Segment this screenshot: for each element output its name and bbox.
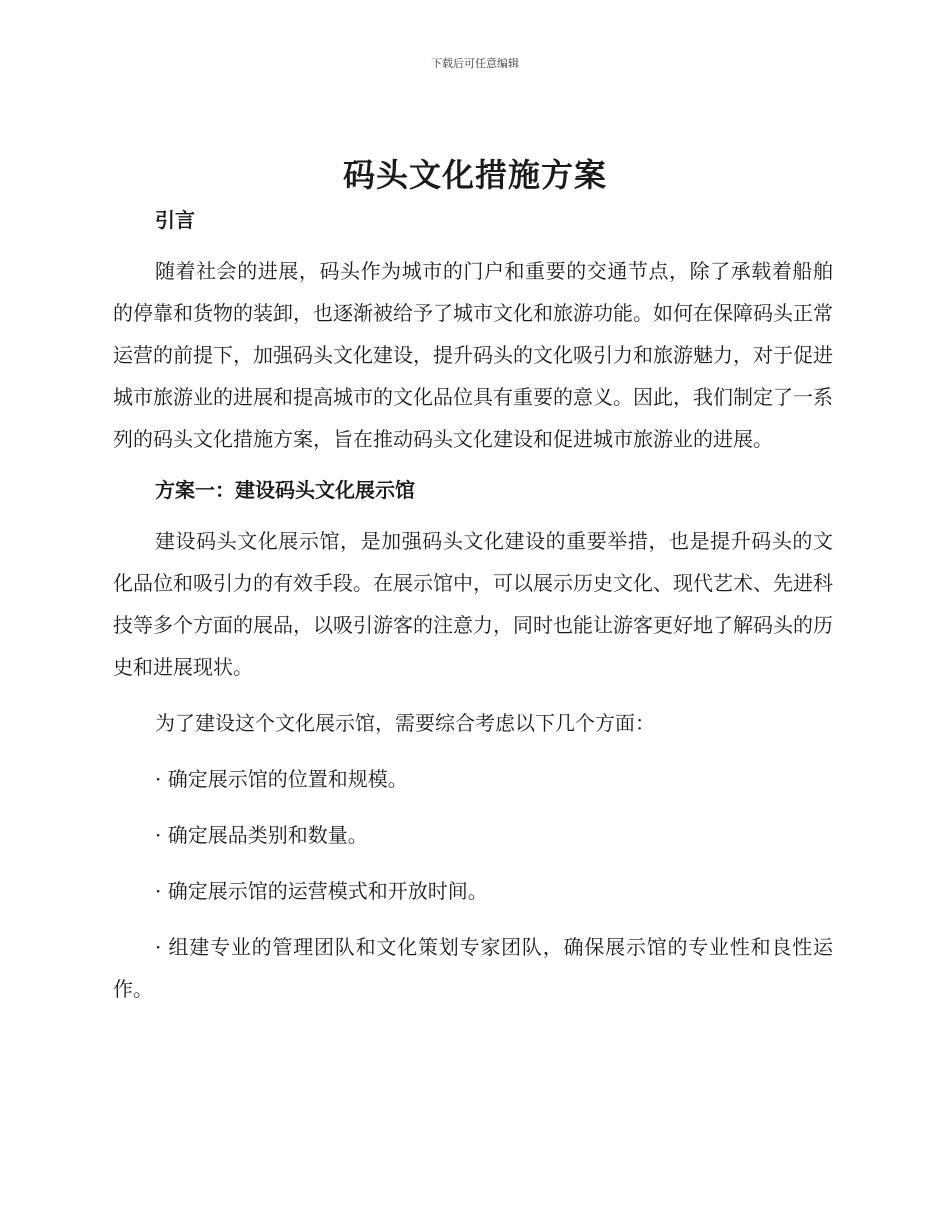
header-note: 下载后可任意编辑 [431, 57, 519, 70]
list-item: · 确定展示馆的运营模式和开放时间。 [155, 879, 488, 903]
plan1-list-intro: 为了建设这个文化展示馆，需要综合考虑以下几个方面： [155, 711, 655, 735]
document-title: 码头文化措施方案 [342, 156, 607, 194]
plan1-paragraph: 建设码头文化展示馆，是加强码头文化建设的重要举措，也是提升码头的文化品位和吸引力的有效手段。在展示馆中，可以展示历史文化、现代艺术、先进科技等多个方面的展品，以吸引游客的注意力，同时也能让游客更好地了解码头的历史和进展现状。 [113, 529, 833, 679]
list-item: · 确定展示馆的位置和规模。 [155, 767, 408, 791]
intro-paragraph: 随着社会的进展，码头作为城市的门户和重要的交通节点，除了承载着船舶的停靠和货物的装卸，也逐渐被给予了城市文化和旅游功能。如何在保障码头正常运营的前提下，加强码头文化建设，提升码头的文化吸引力和旅游魅力，对于促进城市旅游业的进展和提高城市的文化品位具有重要的意义。因此，我们制定了一系列的码头文化措施方案，旨在推动码头文化建设和促进城市旅游业的进展。 [113, 259, 833, 451]
document-body [113, 200, 833, 1010]
intro-heading: 引言 [155, 208, 195, 232]
list-item: · 确定展品类别和数量。 [155, 823, 368, 847]
plan1-heading: 方案一：建设码头文化展示馆 [155, 478, 415, 502]
list-item: · 组建专业的管理团队和文化策划专家团队，确保展示馆的专业性和良性运作。 [113, 935, 833, 1001]
